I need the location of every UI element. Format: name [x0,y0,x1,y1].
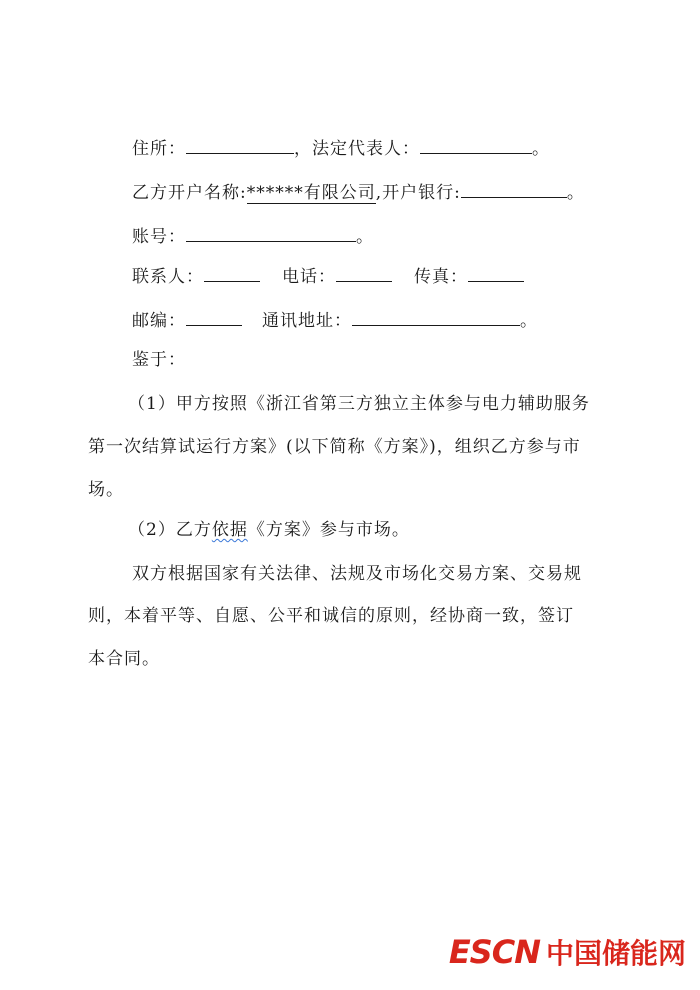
contact-blank [204,265,260,282]
line-end: 。 [520,311,538,331]
contact-line [132,265,524,288]
clause-1-line-1: （1）甲方按照《浙江省第三方独立主体参与电力辅助服务 [128,394,590,414]
postcode-label: 邮编： [132,311,186,331]
closing-line-3: 本合同。 [88,649,160,669]
legal-rep-blank [420,137,532,154]
escn-logo [449,932,686,972]
phone-label: 电话： [282,267,336,287]
line-end: 。 [566,183,585,203]
clause-2-prefix: （2）乙方 [128,520,212,540]
fax-label: 传真： [414,267,468,287]
logo-latin: ESCN [448,933,540,971]
phone-blank [336,265,392,282]
legal-rep-label: 法定代表人： [312,139,420,159]
account-number-line [132,225,374,248]
whereas-heading: 鉴于： [132,350,186,370]
closing-line-1: 双方根据国家有关法律、法规及市场化交易方案、交易规 [132,564,582,584]
clause-1-line-2: 第一次结算试运行方案》(以下简称《方案》)，组织乙方参与市 [88,437,581,457]
address-line [132,137,550,160]
clause-2-suffix: 《方案》参与市场。 [247,520,410,540]
line-end: 。 [532,139,550,159]
mailing-address-blank [352,309,520,326]
company-name: ******有限公司 [246,183,376,203]
contact-label: 联系人： [132,267,204,287]
account-number-blank [186,225,356,242]
account-name-label: 乙方开户名称: [132,183,247,203]
postcode-blank [186,309,242,326]
bank-blank [461,181,567,198]
address-blank [186,137,294,154]
closing-line-2: 则，本着平等、自愿、公平和诚信的原则，经协商一致，签订 [88,606,574,626]
postal-line [132,309,538,332]
line-end: 。 [356,227,374,247]
clause-1-line-3: 场。 [88,480,124,500]
account-name-line [132,181,585,204]
address-label: 住所： [132,139,186,159]
account-number-label: 账号： [132,227,186,247]
bank-label: ,开户银行: [375,183,461,203]
clause-2-line [128,519,410,541]
fax-blank [468,265,524,282]
logo-chinese: 中国储能网 [545,937,686,970]
comma: ， [294,139,312,159]
spellcheck-word: 依据 [211,520,248,540]
mailing-address-label: 通讯地址： [262,311,352,331]
